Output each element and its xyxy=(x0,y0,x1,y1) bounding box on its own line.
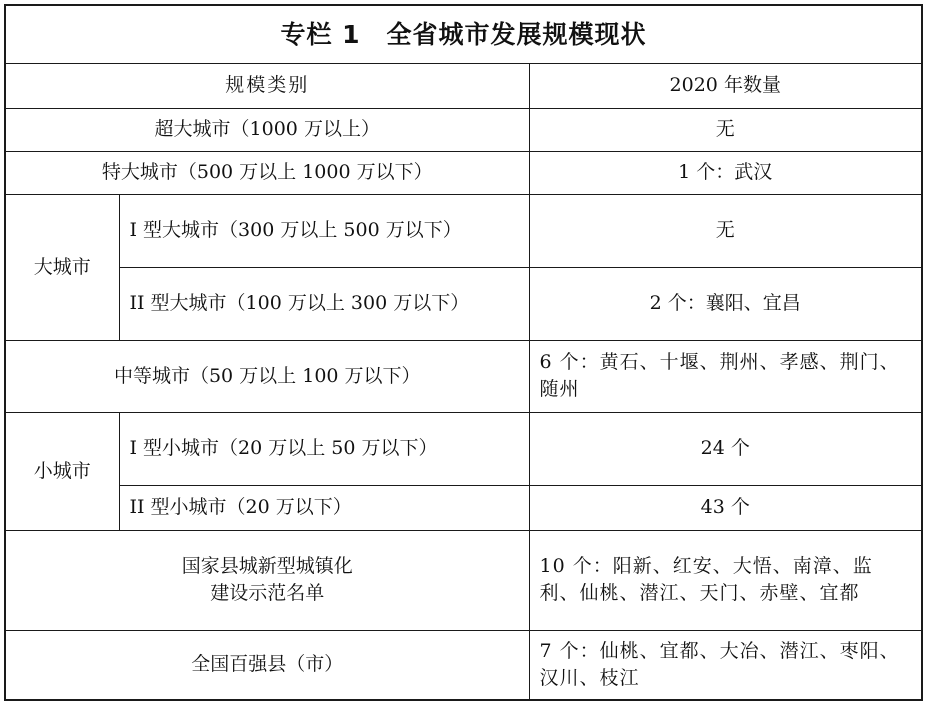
category-cell: 中等城市（50 万以上 100 万以下） xyxy=(5,340,529,412)
category-cell: 特大城市（500 万以上 1000 万以下） xyxy=(5,151,529,194)
group-cell-large-city: 大城市 xyxy=(5,194,119,340)
title-label: 专栏 1 xyxy=(280,19,361,49)
table-row xyxy=(5,194,922,267)
category-line: 国家县城新型城镇化 xyxy=(181,555,353,577)
count-cell: 1 个：武汉 xyxy=(529,151,922,194)
category-cell: I 型大城市（300 万以上 500 万以下） xyxy=(119,194,529,267)
header-count: 2020 年数量 xyxy=(529,63,922,108)
title-text: 全省城市发展规模现状 xyxy=(386,19,647,49)
table-row xyxy=(5,530,922,630)
count-cell: 2 个：襄阳、宜昌 xyxy=(529,267,922,340)
count-cell: 无 xyxy=(529,194,922,267)
table-title xyxy=(5,5,922,63)
count-cell: 无 xyxy=(529,108,922,151)
header-row xyxy=(5,63,922,108)
table-row xyxy=(5,340,922,412)
title-row xyxy=(5,5,922,63)
count-cell: 7 个：仙桃、宜都、大冶、潜江、枣阳、汉川、枝江 xyxy=(529,630,922,700)
group-cell-small-city: 小城市 xyxy=(5,412,119,530)
table-row xyxy=(5,267,922,340)
count-cell: 43 个 xyxy=(529,485,922,530)
category-cell: 超大城市（1000 万以上） xyxy=(5,108,529,151)
category-cell: 全国百强县（市） xyxy=(5,630,529,700)
category-cell: II 型小城市（20 万以下） xyxy=(119,485,529,530)
category-line: 建设示范名单 xyxy=(210,582,325,604)
category-cell xyxy=(5,530,529,630)
table-row xyxy=(5,485,922,530)
category-cell: I 型小城市（20 万以上 50 万以下） xyxy=(119,412,529,485)
table-row xyxy=(5,412,922,485)
table-row xyxy=(5,630,922,700)
table-row xyxy=(5,108,922,151)
header-category: 规模类别 xyxy=(5,63,529,108)
count-cell: 6 个：黄石、十堰、荆州、孝感、荆门、随州 xyxy=(529,340,922,412)
table-row xyxy=(5,151,922,194)
category-cell: II 型大城市（100 万以上 300 万以下） xyxy=(119,267,529,340)
count-cell: 24 个 xyxy=(529,412,922,485)
count-cell: 10 个：阳新、红安、大悟、南漳、监利、仙桃、潜江、天门、赤壁、宜都 xyxy=(529,530,922,630)
city-scale-table xyxy=(4,4,923,701)
